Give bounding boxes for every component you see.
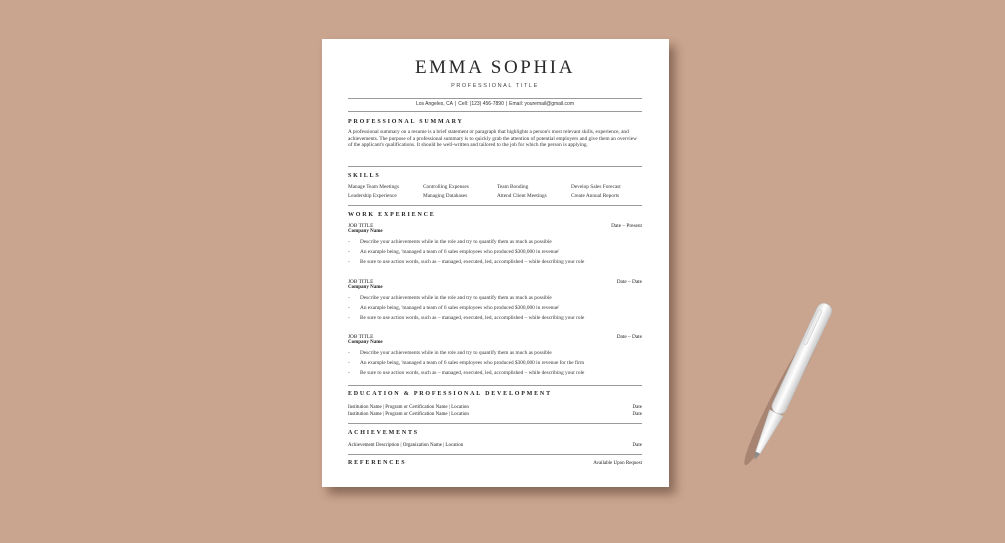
- contact-cell: Cell: (123) 456-7890: [458, 101, 504, 107]
- divider: [348, 166, 642, 167]
- skill-item: Attend Client Meetings: [497, 193, 547, 199]
- job-title: JOB TITLE: [348, 334, 374, 340]
- resume-page: [322, 39, 669, 487]
- job-bullet: - An example being, 'managed a team of 6 sales employees who produced $300,000 in revenue': [348, 305, 560, 311]
- divider: [348, 111, 642, 112]
- skill-item: Team Bonding: [497, 184, 529, 190]
- education-date: Date: [632, 405, 642, 410]
- pen-illustration: [730, 290, 840, 480]
- skill-item: Manage Team Meetings: [348, 184, 400, 190]
- divider: [348, 454, 642, 455]
- section-heading-references: REFERENCES: [348, 460, 407, 466]
- achievement-row: Achievement Description | Organization Name | Location Date: [348, 443, 642, 448]
- contact-location: Los Angeles, CA: [415, 101, 453, 107]
- job-bullet: - An example being, 'managed a team of 6 sales employees who produced $300,000 in revenue': [348, 249, 560, 255]
- section-heading-work: WORK EXPERIENCE: [348, 212, 436, 218]
- section-heading-summary: PROFESSIONAL SUMMARY: [348, 119, 464, 125]
- achievement-date: Date: [632, 443, 642, 448]
- divider: [348, 205, 642, 206]
- resume-name: EMMA SOPHIA: [414, 57, 576, 78]
- skill-item: Controlling Expenses: [423, 184, 469, 190]
- education-row: Institution Name | Program or Certification Name | Location Date: [348, 412, 642, 417]
- company-name: Company Name: [348, 285, 383, 290]
- section-heading-skills: SKILLS: [348, 173, 381, 179]
- skill-item: Develop Sales Forecast: [571, 184, 621, 190]
- job-bullet: - Describe your achievements while in the role and try to quantify them as much as possible: [348, 295, 552, 301]
- job-bullet: - An example being, 'managed a team of 6 sales employees who produced $300,000 in revenue for the firm: [348, 360, 585, 366]
- divider: [348, 98, 642, 99]
- job-bullet: - Describe your achievements while in the role and try to quantify them as much as possible: [348, 239, 552, 245]
- job-dates: Date – Date: [616, 334, 642, 340]
- contact-email: Email: youremail@gmail.com: [509, 101, 574, 107]
- section-heading-education: EDUCATION & PROFESSIONAL DEVELOPMENT: [348, 391, 552, 397]
- references-note: Available Upon Request: [593, 461, 642, 466]
- company-name: Company Name: [348, 340, 383, 345]
- job-bullet: - Describe your achievements while in the role and try to quantify them as much as possible: [348, 350, 552, 356]
- company-name: Company Name: [348, 229, 383, 234]
- job-bullet: - Be sure to use action words, such as – managed, executed, led, accomplished – while describing your role: [348, 259, 585, 265]
- divider: [348, 385, 642, 386]
- education-date: Date: [632, 412, 642, 417]
- job-dates: Date – Date: [616, 279, 642, 285]
- job-title: JOB TITLE: [348, 223, 374, 229]
- skill-item: Create Annual Reports: [571, 193, 620, 199]
- job-bullet: - Be sure to use action words, such as – managed, executed, led, accomplished – while describing your role: [348, 370, 585, 376]
- professional-title: PROFESSIONAL TITLE: [451, 83, 539, 89]
- section-heading-achievements: ACHIEVEMENTS: [348, 430, 419, 436]
- job-title: JOB TITLE: [348, 279, 374, 285]
- skill-item: Managing Databases: [423, 193, 468, 199]
- summary-text: A professional summary on a resume is a brief statement or paragraph that highlights a person's most relevant skills, experience, and achievements. The purpose of a professional summary is to quickly grab the attention of potential employers and give them an overview of the applicant's qualifications. It should be well-written and tailored to the job for which the person is applying.: [348, 129, 637, 148]
- education-row: Institution Name | Program or Certification Name | Location Date: [348, 405, 642, 410]
- job-dates: Date – Present: [611, 223, 642, 229]
- skill-item: Leadership Experience: [348, 193, 397, 199]
- contact-line: Los Angeles, CA | Cell: (123) 456-7890 | Email: youremail@gmail.com: [415, 101, 574, 107]
- job-bullet: - Be sure to use action words, such as – managed, executed, led, accomplished – while describing your role: [348, 315, 585, 321]
- divider: [348, 423, 642, 424]
